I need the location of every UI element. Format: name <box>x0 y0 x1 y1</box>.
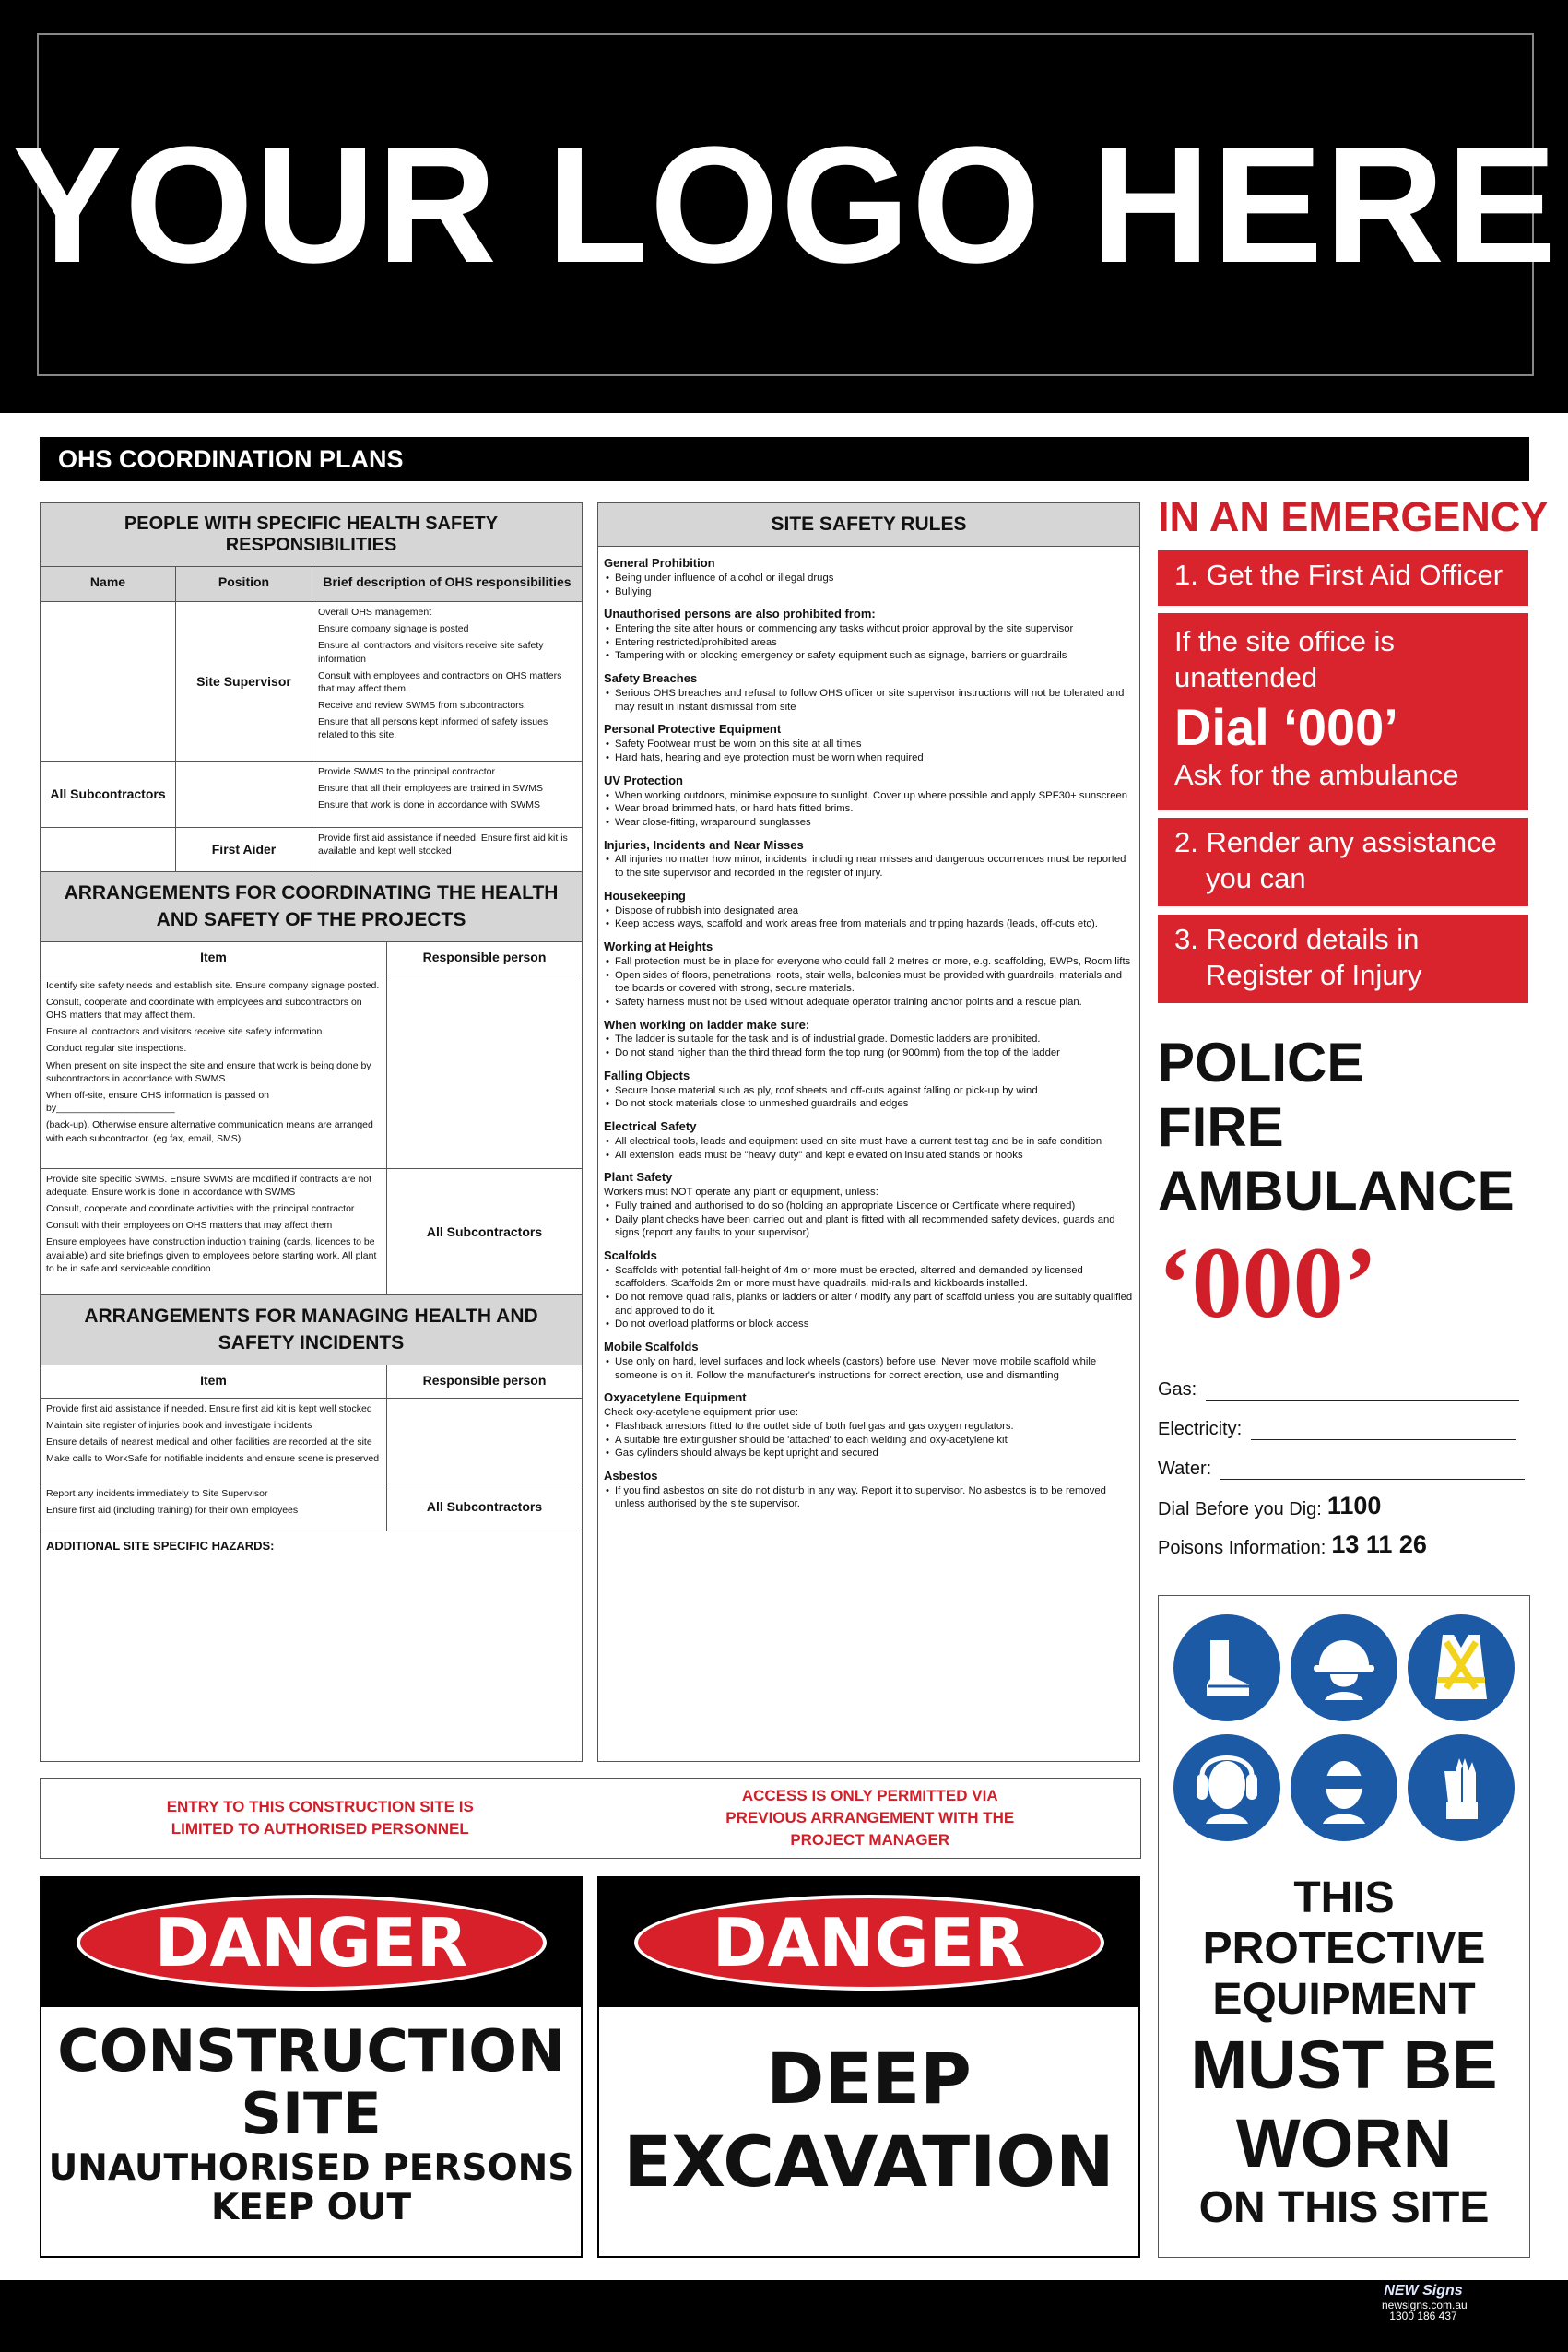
coordination-items: Provide site specific SWMS. Ensure SWMS are modified if contracts are not adequate. Ensure work is done in accordance with SWMS Consult, cooperate and coordinate activities with the principal contractor Consult with their employees on OHS matters that may affect them Ensure employees have construction induction training (cards, licences to be available) and site briefings given to employees before starting work. All plant to be in safe and serviceable condition. <box>41 1169 387 1294</box>
coordination-person-cell: All Subcontractors <box>426 1223 543 1239</box>
danger-oval: DANGER <box>77 1895 547 1991</box>
rule-section-heading: Mobile Scalfolds <box>604 1340 699 1354</box>
col-item: Item <box>41 942 387 975</box>
gloves-icon <box>1408 1734 1515 1841</box>
people-row-supervisor <box>41 602 582 762</box>
responsibilities-panel <box>40 502 583 1762</box>
rule-item: • Do not overload platforms or block access <box>604 1318 1134 1331</box>
col-description: Brief description of OHS responsibilities <box>323 574 572 589</box>
coordination-header-row <box>41 942 582 975</box>
people-row-subcontractors <box>41 762 582 828</box>
rule-list <box>604 1033 1134 1059</box>
people-desc-cell: Provide first aid assistance if needed. Ensure first aid kit is available and kept well stocked <box>318 833 568 857</box>
ambulance-text: AMBULANCE <box>1158 1160 1515 1223</box>
rule-item: • Flashback arrestors fitted to the outlet side of both fuel gas and gas oxygen regulators. <box>604 1420 1134 1434</box>
rule-list <box>604 853 1134 880</box>
rule-item: • All electrical tools, leads and equipment used on site must have a current test tag and be in safe condition <box>604 1135 1134 1149</box>
rule-item: • Safety Footwear must be worn on this site at all times <box>604 738 1134 751</box>
coordination-row <box>41 1169 582 1294</box>
rule-item: • Secure loose material such as ply, roof sheets and off-cuts against falling or pick-up by wind <box>604 1084 1134 1098</box>
incidents-person-cell[interactable] <box>387 1399 582 1483</box>
rule-list <box>604 1264 1134 1331</box>
emergency-services <box>1158 1031 1515 1223</box>
incidents-row <box>41 1483 582 1531</box>
incidents-items: Report any incidents immediately to Site Supervisor Ensure first aid (including training) for their own employees <box>41 1483 387 1531</box>
rule-item: • Open sides of floors, penetrations, roots, stair wells, balconies must be provided with guardrails, materials and toe boards or covered with strong, secure materials. <box>604 969 1134 996</box>
rule-section-intro: Workers must NOT operate any plant or equipment, unless: <box>604 1187 878 1199</box>
people-header-row <box>41 567 582 602</box>
rule-section-heading: UV Protection <box>604 773 683 787</box>
rule-section-heading: Housekeeping <box>604 888 686 903</box>
header-banner <box>0 0 1568 413</box>
rule-section-heading: Asbestos <box>604 1468 658 1483</box>
people-desc-cell: Provide SWMS to the principal contractor Ensure that all their employees are trained in SWMS Ensure that work is done in accordance with SWMS <box>318 766 543 811</box>
people-position-cell[interactable] <box>176 762 312 827</box>
rule-item: • Scaffolds with potential fall-height of 4m or more must be erected, alterred and demanded by licensed scaffolders. Scaffolds 2m or more must have quadrails. mid-rails and kickboards installed. <box>604 1264 1134 1291</box>
rule-list <box>604 738 1134 764</box>
rule-item: • Entering the site after hours or commencing any tasks without proior approval by the site supervisor <box>604 622 1134 636</box>
rule-item: • All injuries no matter how minor, incidents, including near misses and dangerous occurrences must be reported to the site supervisor and recorded in the register of injury. <box>604 853 1134 880</box>
rule-list <box>604 789 1134 830</box>
police-text: POLICE <box>1158 1032 1364 1093</box>
incidents-header-row <box>41 1365 582 1399</box>
rule-item: • Entering restricted/prohibited areas <box>604 636 1134 650</box>
incidents-title: ARRANGEMENTS FOR MANAGING HEALTH AND SAFETY INCIDENTS <box>41 1294 582 1365</box>
ppe-message: THIS PROTECTIVE EQUIPMENT MUST BE WORN ON THIS SITE <box>1190 1873 1498 2232</box>
electricity-field[interactable]: Electricity: <box>1158 1419 1516 1440</box>
col-position: Position <box>176 567 312 601</box>
safety-glasses-icon <box>1291 1734 1397 1841</box>
unattended-text: If the site office is unattended <box>1174 625 1395 693</box>
rule-section-heading: Oxyacetylene Equipment <box>604 1390 747 1405</box>
emergency-title: IN AN EMERGENCY <box>1158 493 1549 540</box>
coordination-title: ARRANGEMENTS FOR COORDINATING THE HEALTH AND SAFETY OF THE PROJECTS <box>41 871 582 942</box>
rule-list <box>604 955 1134 1010</box>
logo-placeholder <box>11 33 1560 376</box>
dial-before-you-dig: Dial Before you Dig: 1100 <box>1158 1492 1382 1519</box>
site-safety-rules-panel <box>597 502 1140 1762</box>
people-name-cell: All Subcontractors <box>41 762 176 827</box>
entry-limited-text: ENTRY TO THIS CONSTRUCTION SITE IS LIMITED TO AUTHORISED PERSONNEL <box>166 1798 474 1838</box>
rule-section-intro: Check oxy-acetylene equipment prior use: <box>604 1407 798 1419</box>
rule-list <box>604 1200 1134 1240</box>
rule-item: • When working outdoors, minimise exposure to sunlight. Cover up where possible and apply SPF30+ sunscreen <box>604 789 1134 803</box>
rule-item: • Safety harness must not be used without adequate operator training anchor points and a rescue plan. <box>604 996 1134 1010</box>
rule-section-heading: Safety Breaches <box>604 671 698 686</box>
danger-construction-sign: DANGER CONSTRUCTION SITE UNAUTHORISED PERSONS KEEP OUT <box>40 1876 583 2258</box>
rule-section-heading: Scalfolds <box>604 1247 657 1262</box>
entry-notice <box>40 1778 1141 1859</box>
hard-hat-icon <box>1291 1614 1397 1721</box>
coordination-row <box>41 975 582 1169</box>
rule-item: • Do not remove quad rails, planks or ladders or alter / modify any part of scaffold unless you are suitably qualified and approved to do it. <box>604 1291 1134 1318</box>
rule-item: • Bullying <box>604 585 1134 599</box>
rule-section-heading: Falling Objects <box>604 1068 690 1082</box>
rule-item: • All extension leads must be "heavy duty" and kept elevated on insulated stands or hooks <box>604 1149 1134 1163</box>
ppe-sign <box>1158 1595 1530 2258</box>
rule-list <box>604 1084 1134 1111</box>
rule-list <box>604 1484 1134 1511</box>
access-permitted-text: ACCESS IS ONLY PERMITTED VIA PREVIOUS ARRANGEMENT WITH THE PROJECT MANAGER <box>725 1787 1015 1849</box>
people-name-cell[interactable] <box>41 828 176 871</box>
rule-item: • The ladder is suitable for the task and is of industrial grade. Domestic ladders are prohibited. <box>604 1033 1134 1046</box>
ask-ambulance-text: Ask for the ambulance <box>1174 758 1459 791</box>
rule-item: • Keep access ways, scaffold and work areas free from materials and tripping hazards (leads, off-cuts etc). <box>604 917 1134 931</box>
rule-list <box>604 622 1134 663</box>
incidents-row <box>41 1399 582 1483</box>
rule-item: • Fall protection must be in place for everyone who could fall 2 metres or more, e.g. scaffolding, EWPs, Room lifts <box>604 955 1134 969</box>
rule-list <box>604 572 1134 598</box>
rules-title: SITE SAFETY RULES <box>598 503 1139 547</box>
people-row-first-aider <box>41 828 582 871</box>
emergency-step-3: 3. Record details in Register of Injury <box>1158 915 1528 1003</box>
col-item: Item <box>41 1365 387 1398</box>
col-responsible: Responsible person <box>422 1372 547 1388</box>
col-name: Name <box>41 567 176 601</box>
gas-field[interactable]: Gas: <box>1158 1379 1519 1401</box>
additional-hazards-label: ADDITIONAL SITE SPECIFIC HAZARDS: <box>46 1538 275 1553</box>
ear-muffs-icon <box>1173 1734 1280 1841</box>
danger-oval: DANGER <box>634 1895 1104 1991</box>
emergency-step-2: 2. Render any assistance you can <box>1158 818 1528 906</box>
rule-item: • Do not stock materials close to unmeshed guardrails and edges <box>604 1097 1134 1111</box>
rule-section-heading: Unauthorised persons are also prohibited from: <box>604 607 876 621</box>
emergency-number: ‘000’ <box>1158 1226 1378 1339</box>
incidents-person-cell: All Subcontractors <box>426 1498 543 1514</box>
coordination-person-cell[interactable] <box>387 975 582 1168</box>
rule-item: • Serious OHS breaches and refusal to follow OHS officer or site supervisor instructions will not be tolerated and may result in instant dismissal from site <box>604 687 1134 714</box>
rule-list <box>604 1355 1134 1382</box>
rule-section-heading: When working on ladder make sure: <box>604 1017 810 1032</box>
rule-item: • Hard hats, hearing and eye protection must be worn when required <box>604 751 1134 765</box>
coordination-items: Identify site safety needs and establish site. Ensure company signage posted. Consult, cooperate and coordinate with employees and subcontractors on OHS matters that may affect them. Ensure all contractors and visitors receive site safety information. Conduct regular site inspections. When present on site inspect the site and ensure that work is being done by subcontractors in accordance with SWMS When off-site, ensure OHS information is passed on by______________________ (back-up). Otherwise ensure alternative communication means are arranged with each subcontractor. (eg fax, email, SMS). <box>41 975 387 1168</box>
fire-text: FIRE <box>1158 1095 1284 1158</box>
poisons-information: Poisons Information: 13 11 26 <box>1158 1531 1427 1558</box>
people-position-cell: Site Supervisor <box>176 602 312 761</box>
rule-item: • A suitable fire extinguisher should be 'attached' to each welding and oxy-acetylene kit <box>604 1434 1134 1448</box>
people-position-cell: First Aider <box>176 828 312 871</box>
people-name-cell[interactable] <box>41 602 176 761</box>
emergency-step-1: 1. Get the First Aid Officer <box>1158 550 1528 606</box>
rule-item: • Do not stand higher than the third thread form the top rung (or 900mm) from the top of the ladder <box>604 1046 1134 1060</box>
rule-section-heading: Personal Protective Equipment <box>604 722 782 737</box>
rule-item: • Daily plant checks have been carried out and plant is fitted with all recommended safety devices, guards and signs (report any faults to your supervisor) <box>604 1213 1134 1240</box>
rule-item: • Wear close-fitting, wraparound sunglasses <box>604 816 1134 830</box>
rule-item: • Tampering with or blocking emergency or safety equipment such as signage, barriers or guardrails <box>604 649 1134 663</box>
ohs-coordination-bar: OHS COORDINATION PLANS <box>40 437 1529 481</box>
rule-section-heading: Electrical Safety <box>604 1119 697 1134</box>
rule-list <box>604 1420 1134 1460</box>
danger-excavation-sign: DANGER DEEP EXCAVATION <box>597 1876 1140 2258</box>
rule-item: • Being under influence of alcohol or illegal drugs <box>604 572 1134 585</box>
rules-list <box>598 547 1139 1520</box>
rule-item: • Gas cylinders should always be kept upright and secured <box>604 1447 1134 1460</box>
logo-text: YOUR LOGO HERE <box>11 112 1560 298</box>
water-field[interactable]: Water: <box>1158 1459 1525 1480</box>
rule-item: • Wear broad brimmed hats, or hard hats fitted brims. <box>604 802 1134 816</box>
rule-item: • Dispose of rubbish into designated area <box>604 904 1134 918</box>
rule-section-heading: Injuries, Incidents and Near Misses <box>604 837 804 852</box>
rule-section-heading: Plant Safety <box>604 1170 673 1185</box>
rule-section-heading: General Prohibition <box>604 556 715 570</box>
brand-logo: NEW Signs newsigns.com.au 1300 186 437 <box>1382 2283 1468 2323</box>
rule-section-heading: Working at Heights <box>604 939 713 953</box>
rule-list <box>604 1135 1134 1162</box>
dial-000-text: Dial ‘000’ <box>1174 697 1398 756</box>
emergency-dial-box <box>1158 613 1528 810</box>
footer-bar <box>0 2280 1568 2352</box>
people-title: PEOPLE WITH SPECIFIC HEALTH SAFETY RESPONSIBILITIES <box>41 503 582 567</box>
rule-list <box>604 687 1134 714</box>
rule-list <box>604 904 1134 931</box>
col-responsible: Responsible person <box>422 949 547 964</box>
rule-item: • Fully trained and authorised to do so (holding an appropriate Liscence or Certificate where required) <box>604 1200 1134 1213</box>
people-desc-cell: Overall OHS management Ensure company signage is posted Ensure all contractors and visitors receive site safety information Consult with employees and contractors on OHS matters that may affect them. Receive and review SWMS from subcontractors. Ensure that all persons kept informed of safety issues related to this site. <box>318 607 562 741</box>
rule-item: • Use only on hard, level surfaces and lock wheels (castors) before use. Never move mobile scaffold while someone is on it. Follow the manufacturer's instructions for correct erection, use and dismantling <box>604 1355 1134 1382</box>
safety-boots-icon <box>1173 1614 1280 1721</box>
rule-item: • If you find asbestos on site do not disturb in any way. Report it to supervisor. No asbestos is to be removed unless authorised by the site supervisor. <box>604 1484 1134 1511</box>
hi-vis-vest-icon <box>1408 1614 1515 1721</box>
incidents-items: Provide first aid assistance if needed. Ensure first aid kit is kept well stocked Maintain site register of injuries book and investigate incidents Ensure details of nearest medical and other facilities are recorded at the site Make calls to WorkSafe for notifiable incidents and ensure scene is preserved <box>41 1399 387 1483</box>
